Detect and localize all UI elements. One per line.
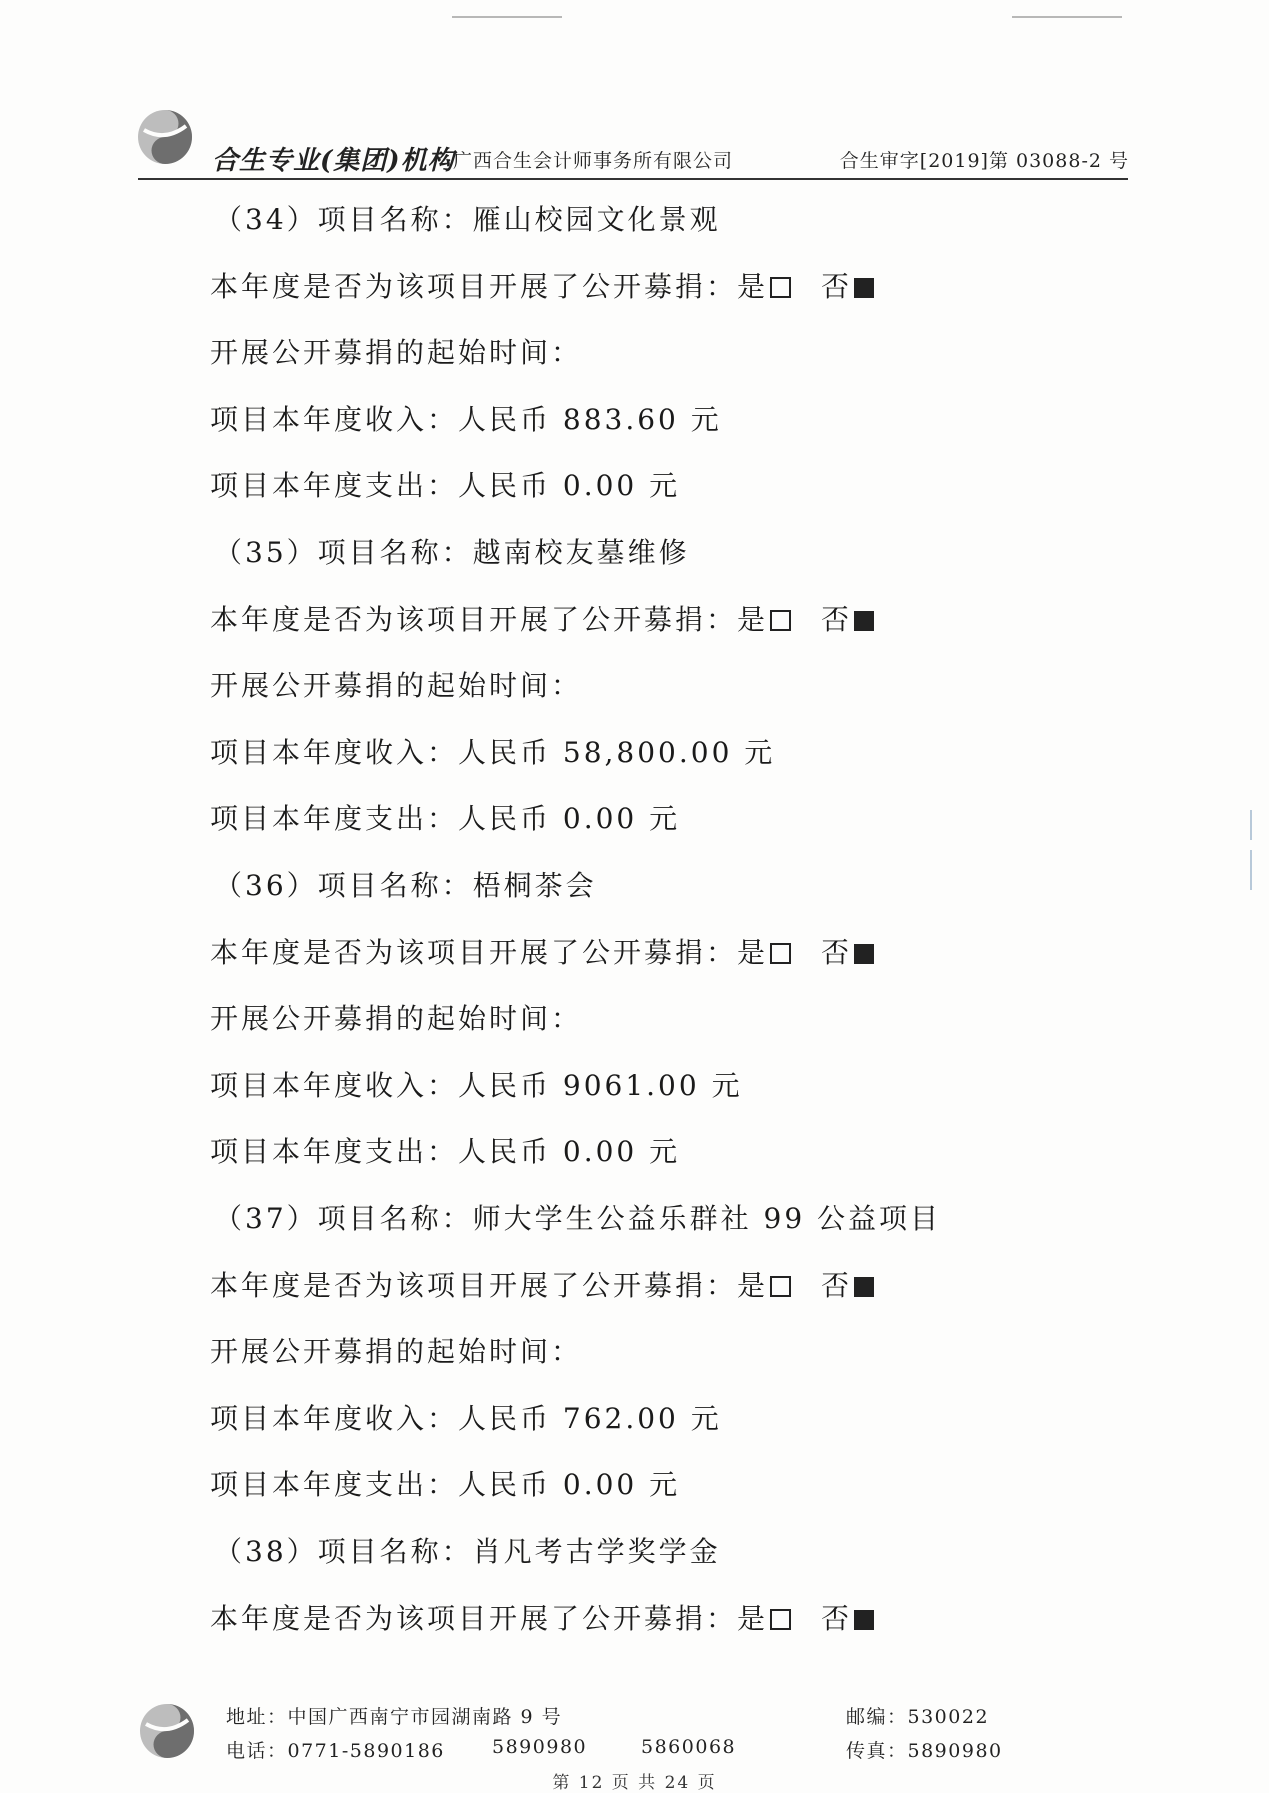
body-line [210, 265, 874, 305]
footer-phone-3: 5860068 [641, 1736, 737, 1758]
body-line-text: 项目本年度收入：人民币 58,800.00 元 [210, 736, 776, 769]
body-line [214, 1530, 721, 1570]
firm-logo-icon [138, 1702, 196, 1760]
footer-postcode: 邮编：530022 [846, 1706, 990, 1728]
unchecked-box-icon [770, 610, 791, 631]
body-line [210, 398, 722, 438]
body-line-text: 开展公开募捐的起始时间： [210, 336, 583, 369]
checked-box-icon [854, 1277, 874, 1297]
firm-logo-icon [136, 108, 194, 166]
body-line-text: （37）项目名称：师大学生公益乐群社 99 公益项目 [214, 1202, 942, 1235]
body-line [210, 931, 874, 971]
body-line [210, 331, 582, 371]
no-label: 否 [821, 1269, 853, 1302]
body-line [210, 1463, 680, 1503]
body-line-text: 本年度是否为该项目开展了公开募捐：是 [210, 1602, 769, 1635]
body-line-text: （36）项目名称：梧桐茶会 [214, 869, 597, 902]
letterhead [0, 0, 1269, 190]
body-line-text: （34）项目名称：雁山校园文化景观 [214, 203, 721, 236]
scan-mark [1250, 850, 1252, 890]
body-line [210, 1597, 874, 1637]
body-line [210, 797, 680, 837]
body-line [210, 1397, 722, 1437]
body-line-text: （35）项目名称：越南校友墓维修 [214, 536, 690, 569]
no-label: 否 [821, 603, 853, 636]
body-line-text: （38）项目名称：肖凡考古学奖学金 [214, 1535, 721, 1568]
unchecked-box-icon [770, 1609, 791, 1630]
footer-phone: 电话：0771-5890186 [226, 1740, 445, 1762]
body-line [210, 1330, 582, 1370]
letterhead-footer [0, 1690, 1269, 1793]
body-line-text: 开展公开募捐的起始时间： [210, 1335, 583, 1368]
scan-mark [1250, 810, 1252, 840]
body-line-text: 项目本年度支出：人民币 0.00 元 [210, 1468, 681, 1501]
body-line [210, 1064, 743, 1104]
footer-address: 地址：中国广西南宁市园湖南路 9 号 [226, 1706, 563, 1728]
footer-fax: 传真：5890980 [846, 1740, 1003, 1762]
no-label: 否 [821, 270, 853, 303]
body-line [214, 1197, 941, 1237]
footer-phone-2: 5890980 [492, 1736, 588, 1758]
checked-box-icon [854, 944, 874, 964]
body-line [210, 664, 582, 704]
body-line [210, 731, 775, 771]
firm-name: ·广西合生会计师事务所有限公司 [446, 150, 734, 172]
checked-box-icon [854, 278, 874, 298]
body-line-text: 项目本年度支出：人民币 0.00 元 [210, 1135, 681, 1168]
body-line-text: 开展公开募捐的起始时间： [210, 1002, 583, 1035]
body-line-text: 项目本年度支出：人民币 0.00 元 [210, 469, 681, 502]
body-line-text: 本年度是否为该项目开展了公开募捐：是 [210, 936, 769, 969]
body-line-text: 本年度是否为该项目开展了公开募捐：是 [210, 270, 769, 303]
body-line [210, 1130, 680, 1170]
body-line [210, 1264, 874, 1304]
page-number: 第 12 页 共 24 页 [552, 1773, 717, 1793]
unchecked-box-icon [770, 277, 791, 298]
document-number: 合生审字[2019]第 03088-2 号 [839, 150, 1129, 172]
body-line-text: 项目本年度收入：人民币 9061.00 元 [210, 1069, 743, 1102]
checked-box-icon [854, 611, 874, 631]
checked-box-icon [854, 1610, 874, 1630]
header-rule [138, 178, 1128, 180]
unchecked-box-icon [770, 1276, 791, 1297]
body-line-text: 本年度是否为该项目开展了公开募捐：是 [210, 1269, 769, 1302]
firm-script-name: 合生专业(集团)机构 [212, 146, 455, 176]
no-label: 否 [821, 936, 853, 969]
body-line [214, 198, 721, 238]
body-line-text: 本年度是否为该项目开展了公开募捐：是 [210, 603, 769, 636]
body-line-text: 项目本年度收入：人民币 762.00 元 [210, 1402, 722, 1435]
body-line-text: 项目本年度支出：人民币 0.00 元 [210, 802, 681, 835]
body-line [210, 464, 680, 504]
body-line [214, 531, 690, 571]
no-label: 否 [821, 1602, 853, 1635]
body-line [214, 864, 597, 904]
body-line [210, 997, 582, 1037]
body-line [210, 598, 874, 638]
unchecked-box-icon [770, 943, 791, 964]
body-line-text: 开展公开募捐的起始时间： [210, 669, 583, 702]
body-line-text: 项目本年度收入：人民币 883.60 元 [210, 403, 722, 436]
